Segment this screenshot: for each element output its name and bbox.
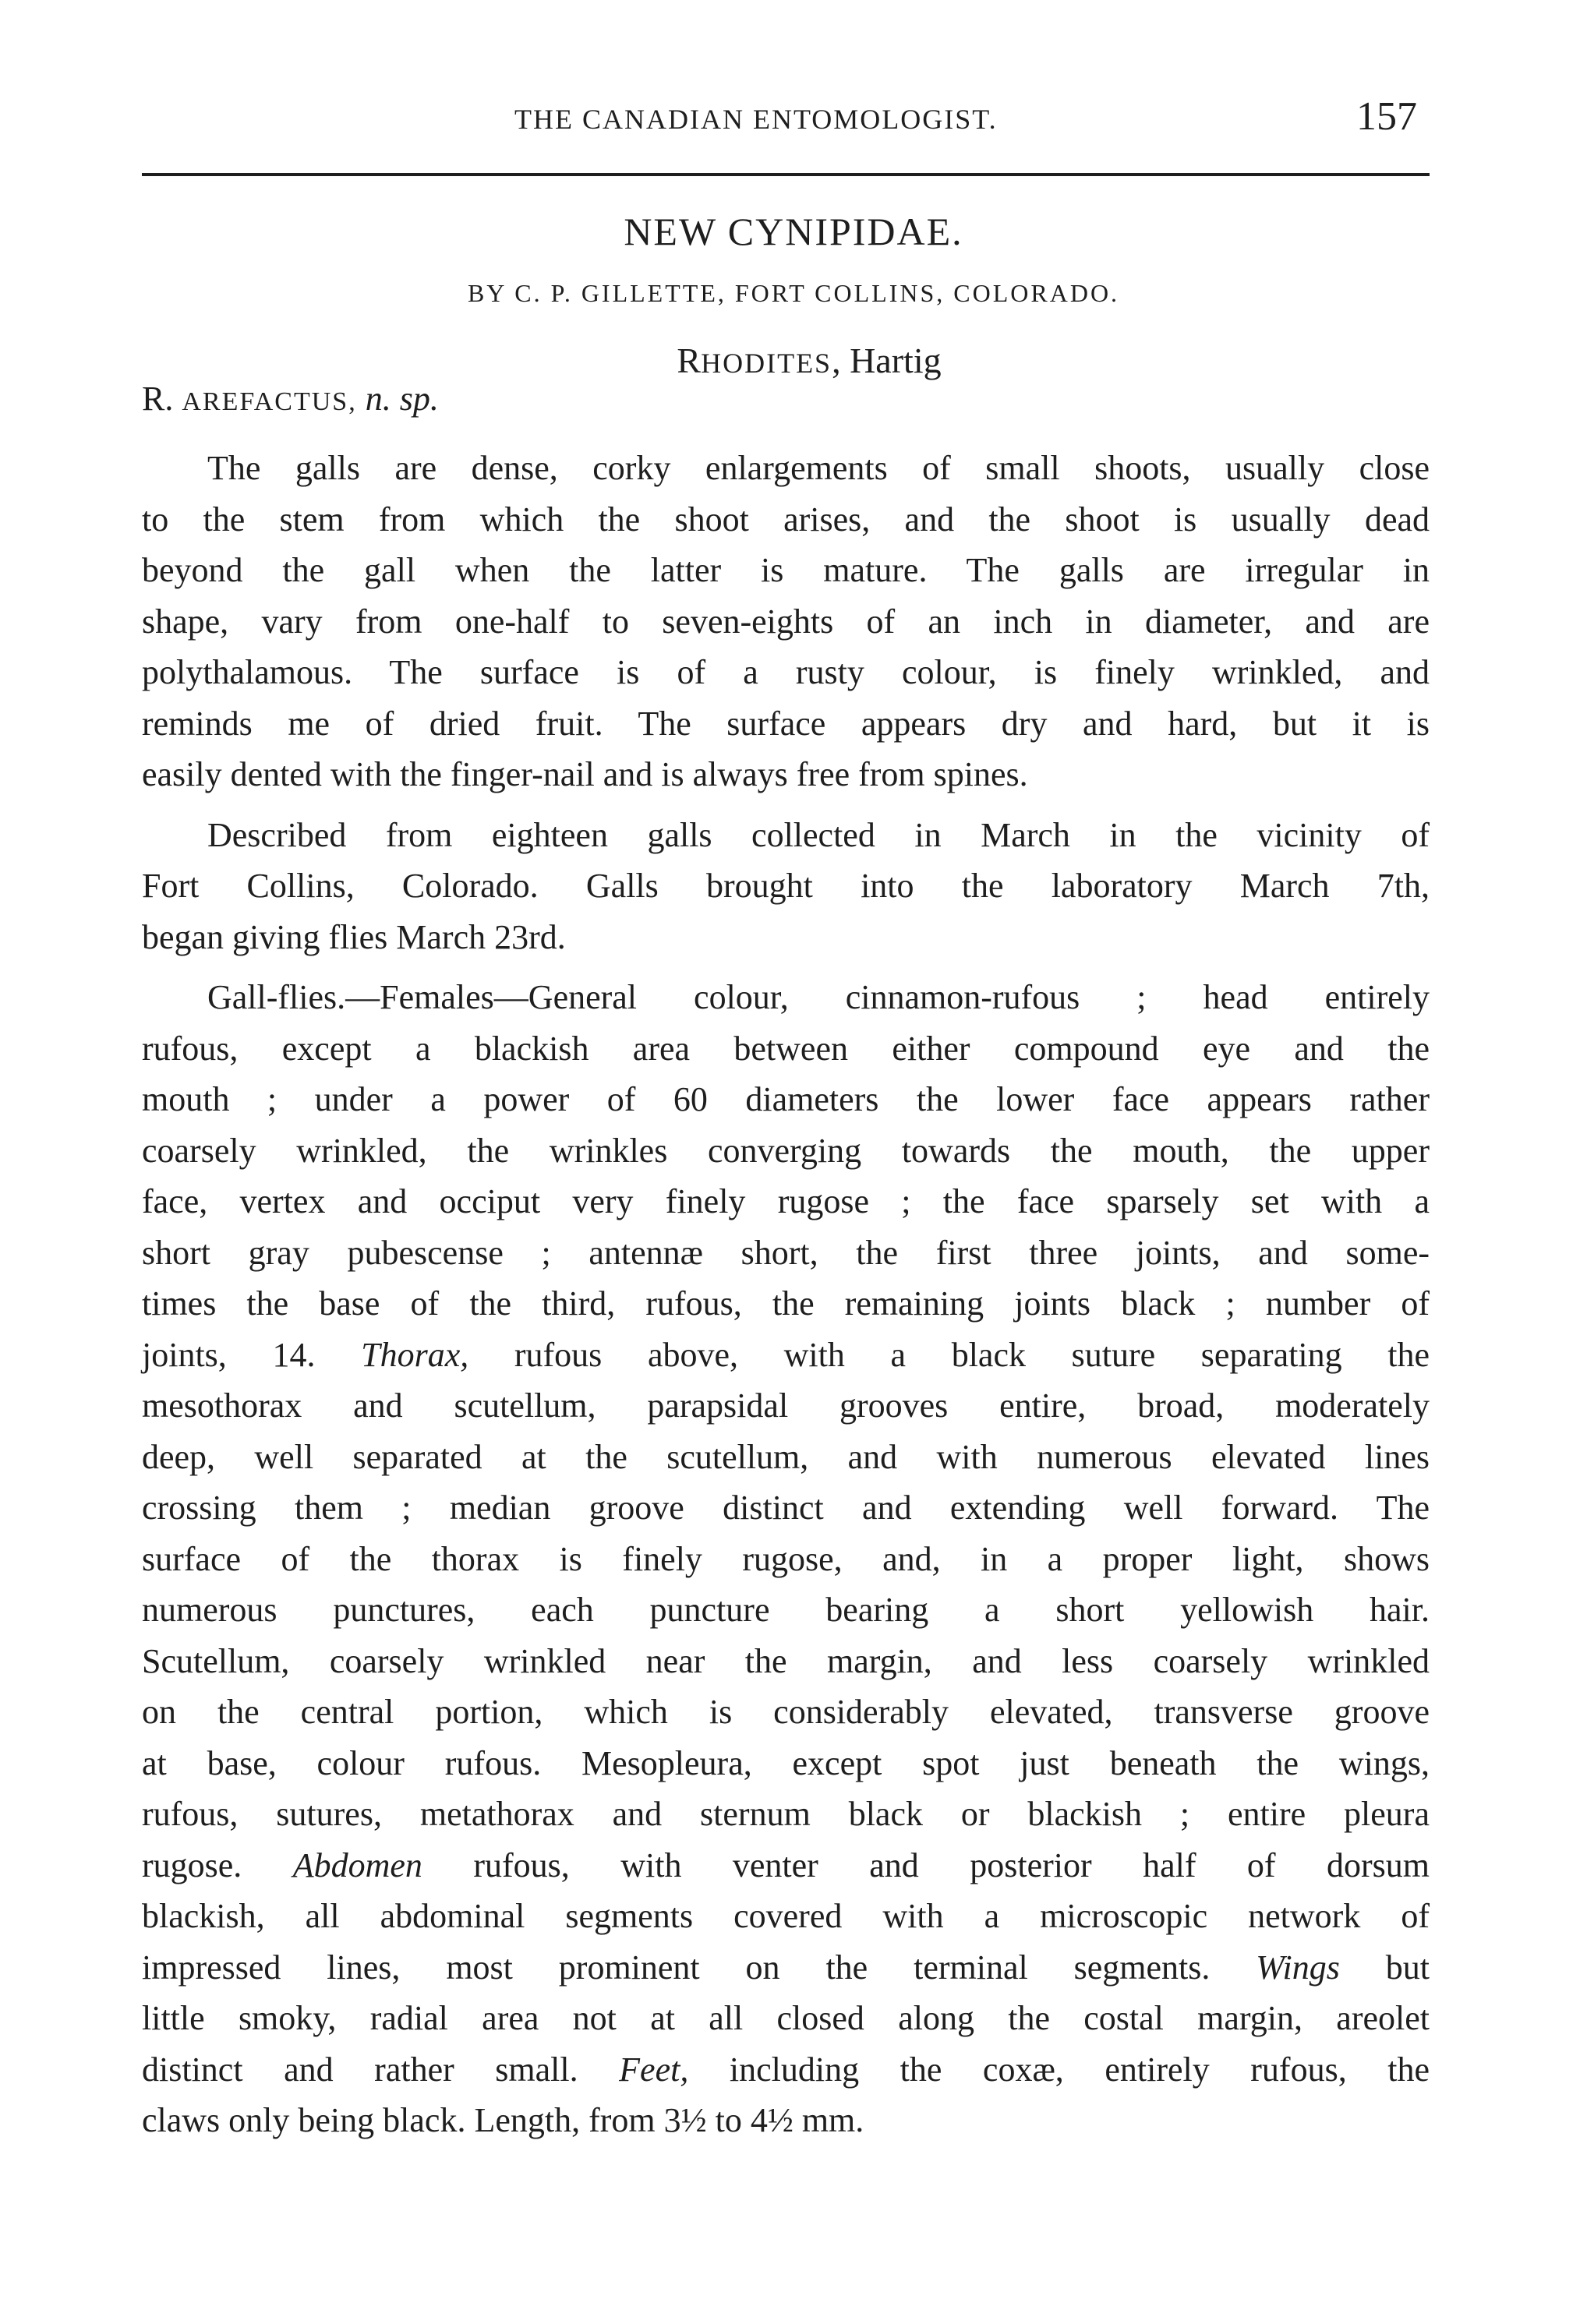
text-line: Scutellum, coarsely wrinkled near the margin, and less coarsely wrinkled — [142, 1641, 1430, 1680]
species-status: n. sp. — [365, 380, 439, 418]
term-feet: Feet, — [619, 2050, 689, 2089]
article-body — [142, 443, 1430, 2146]
text-line-thorax — [142, 1330, 1430, 1381]
text-line: numerous punctures, each puncture bearing a short yellowish hair. — [142, 1591, 1430, 1629]
text-line: Described from eighteen galls collected in March in the vicinity of — [207, 815, 1430, 854]
text-line: Gall-flies.—Females—General colour, cinnamon-rufous ; head entirely — [207, 978, 1430, 1016]
paragraph-description-source — [142, 810, 1430, 963]
genus-authority: , Hartig — [832, 341, 942, 380]
genus-initial: R — [677, 341, 702, 380]
page-number: 157 — [1356, 94, 1417, 139]
text-line: on the central portion, which is considerably elevated, transverse groove — [142, 1693, 1430, 1731]
text-fragment: including the coxæ, entirely rufous, the — [688, 2050, 1430, 2089]
byline: BY C. P. GILLETTE, FORT COLLINS, COLORADO. — [467, 279, 1120, 307]
text-fragment: rugose. — [142, 1845, 242, 1884]
term-thorax: Thorax, — [361, 1335, 469, 1374]
paragraph-gall-description — [142, 443, 1430, 800]
genus-name-rest: HODITES — [701, 348, 832, 379]
species-name: AREFACTUS, — [182, 387, 357, 416]
text-line: coarsely wrinkled, the wrinkles converging towards the mouth, the upper — [142, 1131, 1430, 1170]
running-title: THE CANADIAN ENTOMOLOGIST. — [514, 104, 998, 135]
text-line: reminds me of dried fruit. The surface appears dry and hard, but it is — [142, 704, 1430, 743]
text-line: shape, vary from one-half to seven-eights of an inch in diameter, and are — [142, 602, 1430, 641]
text-line: polythalamous. The surface is of a rusty colour, is finely wrinkled, and — [142, 653, 1430, 691]
text-line: blackish, all abdominal segments covered with a microscopic network of — [142, 1897, 1430, 1935]
genus-heading — [0, 340, 1587, 381]
text-line: to the stem from which the shoot arises, and the shoot is usually dead — [142, 500, 1430, 539]
text-line: little smoky, radial area not at all closed along the costal margin, areolet — [142, 1999, 1430, 2037]
species-initial: R. — [142, 380, 174, 418]
text-fragment: rufous, with venter and posterior half of dorsum — [422, 1845, 1430, 1884]
text-line: easily dented with the finger-nail and is always free from spines. — [142, 755, 1028, 793]
text-line: rufous, except a blackish area between either compound eye and the — [142, 1029, 1430, 1068]
text-line-wings — [142, 1942, 1430, 1994]
text-line: times the base of the third, rufous, the remaining joints black ; number of — [142, 1284, 1430, 1323]
term-wings: Wings — [1256, 1948, 1340, 1987]
text-line: deep, well separated at the scutellum, and with numerous elevated lines — [142, 1437, 1430, 1476]
text-line: Fort Collins, Colorado. Galls brought into the laboratory March 7th, — [142, 867, 1430, 905]
term-abdomen: Abdomen — [292, 1845, 422, 1884]
text-line: mouth ; under a power of 60 diameters the lower face appears rather — [142, 1080, 1430, 1118]
text-line-feet — [142, 2044, 1430, 2096]
text-fragment: but — [1339, 1948, 1430, 1987]
text-fragment: rufous above, with a black suture separating the — [468, 1335, 1430, 1374]
running-head — [0, 94, 1587, 148]
text-line: mesothorax and scutellum, parapsidal grooves entire, broad, moderately — [142, 1386, 1430, 1425]
paragraph-gall-flies — [142, 972, 1430, 2146]
text-fragment: impressed lines, most prominent on the terminal segments. — [142, 1948, 1211, 1987]
text-line-abdomen — [142, 1840, 1430, 1891]
text-line: The galls are dense, corky enlargements of small shoots, usually close — [207, 449, 1430, 487]
text-line: face, vertex and occiput very finely rugose ; the face sparsely set with a — [142, 1182, 1430, 1220]
text-line: claws only being black. Length, from 3½ to 4½ mm. — [142, 2101, 864, 2139]
text-line: short gray pubescense ; antennæ short, the first three joints, and some- — [142, 1233, 1430, 1272]
text-fragment: joints, 14. — [142, 1335, 316, 1374]
article-title: NEW CYNIPIDAE. — [624, 210, 963, 253]
text-line: began giving flies March 23rd. — [142, 917, 566, 956]
text-line: beyond the gall when the latter is mature. The galls are irregular in — [142, 551, 1430, 589]
text-line: at base, colour rufous. Mesopleura, except spot just beneath the wings, — [142, 1743, 1430, 1782]
text-line: surface of the thorax is finely rugose, and, in a proper light, shows — [142, 1539, 1430, 1578]
text-line: crossing them ; median groove distinct and extending well forward. The — [142, 1489, 1430, 1527]
text-line: rufous, sutures, metathorax and sternum black or blackish ; entire pleura — [142, 1795, 1430, 1833]
species-heading — [142, 379, 439, 419]
text-fragment: distinct and rather small. — [142, 2050, 578, 2089]
header-rule — [142, 173, 1430, 176]
